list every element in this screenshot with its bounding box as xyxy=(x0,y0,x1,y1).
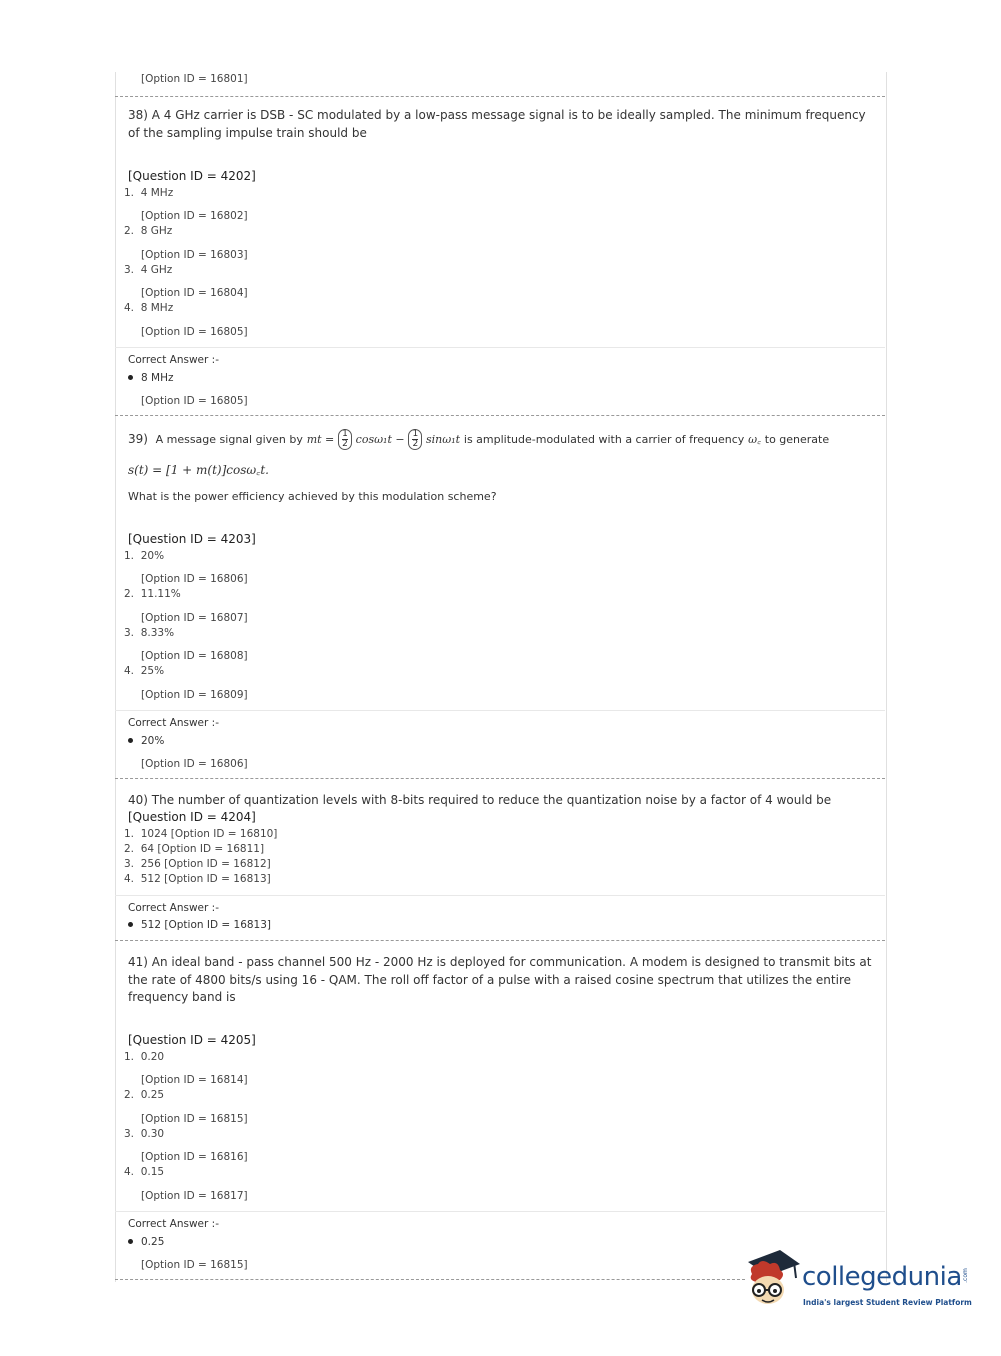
option-id: [Option ID = 16809] xyxy=(141,689,248,701)
question-number: 39) xyxy=(128,432,148,446)
divider xyxy=(115,778,885,779)
bullet-icon xyxy=(128,1239,133,1244)
option-id: [Option ID = 16803] xyxy=(141,249,248,261)
divider xyxy=(115,96,885,97)
option-label: 0.25 xyxy=(140,1089,165,1101)
correct-answer-value xyxy=(128,1236,164,1248)
divider xyxy=(115,895,885,896)
logo-tagline: India's largest Student Review Platform xyxy=(803,1298,972,1307)
math-expression: mt = xyxy=(306,433,335,446)
option-number: 4. xyxy=(124,1166,135,1178)
option-label: 1024 [Option ID = 16810] xyxy=(140,828,278,840)
option-label: 8 GHz xyxy=(140,225,173,237)
option-label: 0.20 xyxy=(140,1051,165,1063)
option-label: 20% xyxy=(140,550,165,562)
question-41-id: [Question ID = 4205] xyxy=(128,1033,256,1047)
q38-option-2[interactable] xyxy=(124,225,172,237)
divider xyxy=(115,1211,885,1212)
option-id: [Option ID = 16815] xyxy=(141,1259,248,1271)
option-label: 4 GHz xyxy=(140,264,173,276)
option-number: 1. xyxy=(124,828,135,840)
option-label: 0.15 xyxy=(140,1166,165,1178)
q41-option-4[interactable] xyxy=(124,1166,164,1178)
correct-answer-label: Correct Answer :- xyxy=(128,902,219,914)
q40-option-2[interactable] xyxy=(124,843,264,855)
question-38-id: [Question ID = 4202] xyxy=(128,169,256,183)
option-number: 2. xyxy=(124,1089,135,1101)
bullet-icon xyxy=(128,922,133,927)
option-id: [Option ID = 16805] xyxy=(141,395,248,407)
correct-answer-text: 512 [Option ID = 16813] xyxy=(141,919,272,931)
bullet-icon xyxy=(128,738,133,743)
math-expression: sinω₁t xyxy=(426,433,461,446)
q38-option-3[interactable] xyxy=(124,264,172,276)
correct-answer-text: 8 MHz xyxy=(141,372,174,384)
option-label: 256 [Option ID = 16812] xyxy=(140,858,271,870)
option-id: [Option ID = 16817] xyxy=(141,1190,248,1202)
option-number: 3. xyxy=(124,264,135,276)
divider xyxy=(115,1279,745,1280)
correct-answer-text: 20% xyxy=(141,735,165,747)
math-expression: ω꜀ xyxy=(748,433,761,446)
option-label: 25% xyxy=(140,665,165,677)
option-id: [Option ID = 16807] xyxy=(141,612,248,624)
option-id: [Option ID = 16816] xyxy=(141,1151,248,1163)
divider xyxy=(115,940,885,941)
q40-option-3[interactable] xyxy=(124,858,271,870)
correct-answer-label: Correct Answer :- xyxy=(128,354,219,366)
option-id: [Option ID = 16802] xyxy=(141,210,248,222)
correct-answer-text: 0.25 xyxy=(141,1236,165,1248)
option-label: 11.11% xyxy=(140,588,181,600)
option-id: [Option ID = 16804] xyxy=(141,287,248,299)
question-39-prompt: What is the power efficiency achieved by this modulation scheme? xyxy=(128,490,497,503)
question-39-text xyxy=(128,429,829,450)
divider xyxy=(115,710,885,711)
option-number: 3. xyxy=(124,1128,135,1140)
question-text: A message signal given by xyxy=(155,433,303,446)
correct-answer-value xyxy=(128,372,173,384)
fraction: $\frac{1}{2}$ xyxy=(408,429,422,450)
question-39-equation: s(t) = [1 + m(t)]cosω꜀t. xyxy=(128,463,269,477)
option-id: [Option ID = 16808] xyxy=(141,650,248,662)
q41-option-3[interactable] xyxy=(124,1128,164,1140)
q39-option-1[interactable] xyxy=(124,550,164,562)
option-label: 64 [Option ID = 16811] xyxy=(140,843,265,855)
option-number: 4. xyxy=(124,873,135,885)
question-41-text: 41) An ideal band - pass channel 500 Hz - 2000 Hz is deployed for communication. A modem is designed to transmit bits at the rate of 4800 bits/s using 16 - QAM. The roll off factor of a pulse with a raised cosine spectrum that utilizes the entire frequency band is xyxy=(128,955,872,1004)
option-id: [Option ID = 16806] xyxy=(141,573,248,585)
q41-option-2[interactable] xyxy=(124,1089,164,1101)
logo-wordmark: collegedunia xyxy=(802,1262,962,1292)
option-number: 2. xyxy=(124,843,135,855)
option-id: [Option ID = 16801] xyxy=(141,73,248,85)
question-39-id: [Question ID = 4203] xyxy=(128,532,256,546)
option-number: 1. xyxy=(124,187,135,199)
question-text: is amplitude-modulated with a carrier of frequency xyxy=(463,433,745,446)
q38-option-4[interactable] xyxy=(124,302,173,314)
option-number: 1. xyxy=(124,1051,135,1063)
option-number: 3. xyxy=(124,627,135,639)
option-id: [Option ID = 16805] xyxy=(141,326,248,338)
option-id: [Option ID = 16806] xyxy=(141,758,248,770)
q41-option-1[interactable] xyxy=(124,1051,164,1063)
q39-option-4[interactable] xyxy=(124,665,164,677)
question-40-id: [Question ID = 4204] xyxy=(128,810,256,824)
q39-option-3[interactable] xyxy=(124,627,174,639)
option-label: 8 MHz xyxy=(140,302,174,314)
q39-option-2[interactable] xyxy=(124,588,181,600)
option-label: 8.33% xyxy=(140,627,175,639)
divider xyxy=(115,347,885,348)
option-number: 2. xyxy=(124,588,135,600)
question-38-text: 38) A 4 GHz carrier is DSB - SC modulated by a low-pass message signal is to be ideally sampled. The minimum frequency of the sampling impulse train should be xyxy=(128,108,866,140)
q38-option-1[interactable] xyxy=(124,187,173,199)
logo-suffix: .com xyxy=(961,1268,969,1283)
bullet-icon xyxy=(128,375,133,380)
correct-answer-value xyxy=(128,735,164,747)
q40-option-1[interactable] xyxy=(124,828,277,840)
question-text: to generate xyxy=(764,433,830,446)
correct-answer-value xyxy=(128,919,271,931)
option-label: 4 MHz xyxy=(140,187,174,199)
fraction: $\frac{1}{2}$ xyxy=(338,429,352,450)
divider xyxy=(115,415,885,416)
correct-answer-label: Correct Answer :- xyxy=(128,1218,219,1230)
question-40-text: 40) The number of quantization levels with 8-bits required to reduce the quantization noise by a factor of 4 would be xyxy=(128,793,832,807)
collegedunia-mascot-icon xyxy=(742,1248,802,1310)
option-number: 3. xyxy=(124,858,135,870)
correct-answer-label: Correct Answer :- xyxy=(128,717,219,729)
option-id: [Option ID = 16815] xyxy=(141,1113,248,1125)
option-number: 1. xyxy=(124,550,135,562)
math-expression: cosω₁t − xyxy=(355,433,405,446)
option-number: 2. xyxy=(124,225,135,237)
option-id: [Option ID = 16814] xyxy=(141,1074,248,1086)
option-number: 4. xyxy=(124,302,135,314)
q40-option-4[interactable] xyxy=(124,873,271,885)
option-label: 512 [Option ID = 16813] xyxy=(140,873,271,885)
option-number: 4. xyxy=(124,665,135,677)
option-label: 0.30 xyxy=(140,1128,165,1140)
